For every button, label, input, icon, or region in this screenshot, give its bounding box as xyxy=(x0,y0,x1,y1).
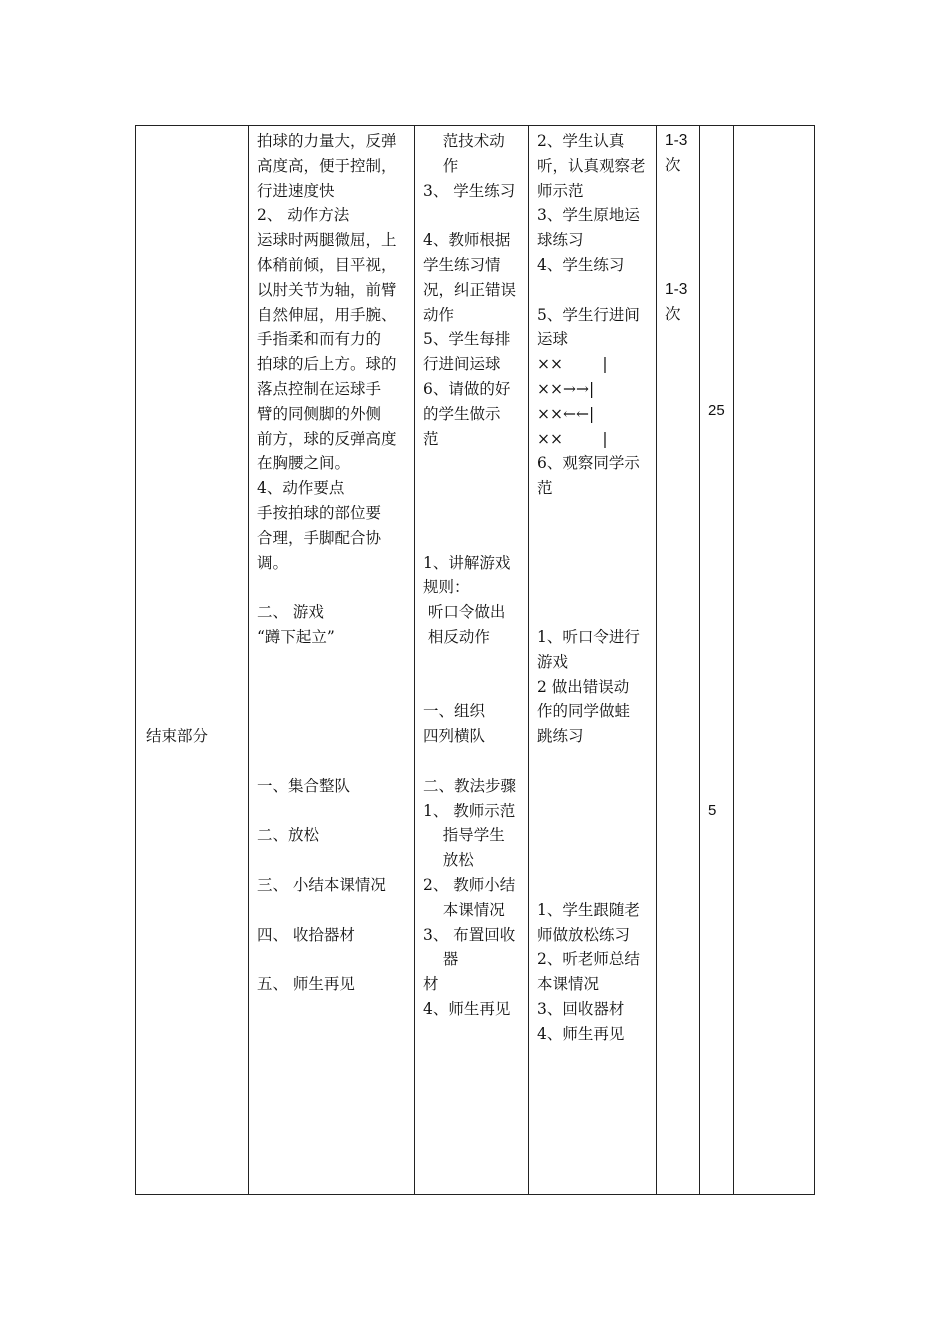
text-line xyxy=(537,848,655,873)
text-line xyxy=(665,253,705,278)
text-line: 四、 收拾器材 xyxy=(257,925,355,944)
text-line xyxy=(257,699,409,724)
section-label: 结束部分 xyxy=(146,727,209,745)
text-line: 二、 游戏 xyxy=(257,603,324,622)
text-line: 行进速度快 xyxy=(257,181,335,200)
text-line xyxy=(257,749,409,774)
text-line: 况，纠正错误 xyxy=(423,280,517,299)
text-line: 器 xyxy=(423,950,459,969)
text-line xyxy=(257,898,409,923)
text-line xyxy=(257,724,409,749)
text-line: 运球时两腿微屈，上 xyxy=(257,231,397,250)
text-line: 四列横队 xyxy=(423,727,486,746)
text-line xyxy=(257,799,409,824)
text-line: 一、组织 xyxy=(423,702,486,721)
text-line: 2、 动作方法 xyxy=(257,206,350,225)
column-divider xyxy=(414,126,415,1194)
text-line xyxy=(665,179,705,204)
text-line: 1、听口令进行 xyxy=(537,627,640,646)
column-divider xyxy=(656,126,657,1194)
text-line: 4、师生再见 xyxy=(423,999,511,1018)
text-line: “蹲下起立” xyxy=(257,627,335,646)
text-line xyxy=(537,873,655,898)
text-line: 动作 xyxy=(423,305,455,324)
text-line xyxy=(423,526,527,551)
text-line: 拍球的后上方。球的 xyxy=(257,355,397,374)
text-line: 3、学生原地运 xyxy=(537,206,640,225)
text-line xyxy=(665,203,705,228)
time-minutes-25: 25 xyxy=(708,402,725,419)
text-line: 拍球的力量大，反弹 xyxy=(257,132,397,150)
student-activity-column xyxy=(537,129,655,1046)
column-divider xyxy=(733,126,734,1194)
text-line xyxy=(537,575,655,600)
text-line xyxy=(257,575,409,600)
text-line xyxy=(423,203,527,228)
column-divider xyxy=(248,126,249,1194)
text-line: 指导学生 xyxy=(423,826,505,845)
text-line: 1、学生跟随老 xyxy=(537,900,640,919)
text-line: 范 xyxy=(537,479,553,498)
text-line: 五、 师生再见 xyxy=(257,975,355,994)
text-line: 听，认真观察老 xyxy=(537,156,646,175)
text-line: 三、 小结本课情况 xyxy=(257,875,386,894)
text-line: ×× | xyxy=(537,429,608,448)
text-line xyxy=(537,749,655,774)
text-line xyxy=(423,650,527,675)
text-line xyxy=(537,799,655,824)
text-line xyxy=(423,501,527,526)
text-line: 本课情况 xyxy=(537,975,600,994)
text-line: 范 xyxy=(423,429,439,448)
repetitions-column xyxy=(665,129,705,327)
text-line: 6、观察同学示 xyxy=(537,454,640,473)
text-line xyxy=(537,526,655,551)
text-line: 臂的同侧脚的外侧 xyxy=(257,404,382,423)
text-line: ×× | xyxy=(537,355,608,374)
text-line: 本课情况 xyxy=(423,900,505,919)
text-line xyxy=(257,947,409,972)
text-line: 二、放松 xyxy=(257,826,320,845)
text-line: 5、学生每排 xyxy=(423,330,511,349)
text-line: 师做放松练习 xyxy=(537,925,631,944)
text-line xyxy=(257,650,409,675)
lesson-plan-table xyxy=(135,125,815,1195)
text-line: 4、学生练习 xyxy=(537,255,625,274)
text-line xyxy=(423,476,527,501)
text-line: 材 xyxy=(423,975,439,994)
text-line xyxy=(537,774,655,799)
text-line: ××→→| xyxy=(537,379,595,398)
text-line: 游戏 xyxy=(537,652,569,671)
text-line: 6、请做的好 xyxy=(423,379,511,398)
text-line: 师示范 xyxy=(537,181,584,200)
text-line: 高度高，便于控制， xyxy=(257,156,397,175)
text-line: 运球 xyxy=(537,330,569,349)
text-line: 在胸腰之间。 xyxy=(257,454,351,473)
text-line: 以肘关节为轴，前臂 xyxy=(257,280,397,299)
column-divider xyxy=(528,126,529,1194)
text-line: 行进间运球 xyxy=(423,355,501,374)
text-line xyxy=(423,675,527,700)
text-line: 3、 布置回收 xyxy=(423,925,516,944)
text-line xyxy=(257,675,409,700)
text-line xyxy=(537,551,655,576)
text-line: 次 xyxy=(665,156,681,174)
text-line: 放松 xyxy=(423,851,474,870)
text-line: 学生练习情 xyxy=(423,255,501,274)
text-line: 2、 教师小结 xyxy=(423,875,516,894)
text-line: 体稍前倾，目平视， xyxy=(257,255,397,274)
text-line xyxy=(537,278,655,303)
text-line: 手指柔和而有力的 xyxy=(257,330,382,349)
text-line: 落点控制在运球手 xyxy=(257,379,382,398)
text-line: 1-3 xyxy=(665,280,688,298)
text-line xyxy=(537,501,655,526)
text-line: 4、师生再见 xyxy=(537,1024,625,1043)
text-line: 作 xyxy=(423,156,459,175)
text-line: 的学生做示 xyxy=(423,404,501,423)
content-column xyxy=(257,129,409,997)
teacher-activity-column xyxy=(423,129,527,1022)
text-line: 作的同学做蛙 xyxy=(537,702,631,721)
text-line: 5、学生行进间 xyxy=(537,305,640,324)
text-line xyxy=(423,749,527,774)
text-line: 2 做出错误动 xyxy=(537,677,630,696)
text-line: 4、动作要点 xyxy=(257,479,345,498)
time-minutes-5: 5 xyxy=(708,802,717,819)
text-line: 合理，手脚配合协 xyxy=(257,528,382,547)
text-line: 听口令做出 xyxy=(423,603,506,622)
text-line: 手按拍球的部位要 xyxy=(257,503,382,522)
text-line: 2、听老师总结 xyxy=(537,950,640,969)
text-line: 范技术动 xyxy=(423,132,505,150)
text-line: 次 xyxy=(665,305,681,323)
text-line: 规则： xyxy=(423,578,470,597)
text-line: 3、 学生练习 xyxy=(423,181,516,200)
text-line: 前方，球的反弹高度 xyxy=(257,429,397,448)
text-line: 3、回收器材 xyxy=(537,999,625,1018)
text-line: 自然伸屈，用手腕、 xyxy=(257,305,397,324)
text-line: 调。 xyxy=(257,553,289,572)
text-line: 1、讲解游戏 xyxy=(423,553,511,572)
text-line: 跳练习 xyxy=(537,727,584,746)
text-line: 2、学生认真 xyxy=(537,132,625,150)
text-line xyxy=(665,228,705,253)
text-line: 球练习 xyxy=(537,231,584,250)
text-line: 4、教师根据 xyxy=(423,231,511,250)
text-line: 二、教法步骤 xyxy=(423,776,517,795)
text-line xyxy=(423,451,527,476)
text-line: 1、 教师示范 xyxy=(423,801,516,820)
text-line: 一、集合整队 xyxy=(257,776,351,795)
text-line xyxy=(257,848,409,873)
text-line: ××←←| xyxy=(537,404,595,423)
text-line xyxy=(537,823,655,848)
text-line: 相反动作 xyxy=(423,627,490,646)
text-line xyxy=(537,600,655,625)
text-line: 1-3 xyxy=(665,132,688,149)
